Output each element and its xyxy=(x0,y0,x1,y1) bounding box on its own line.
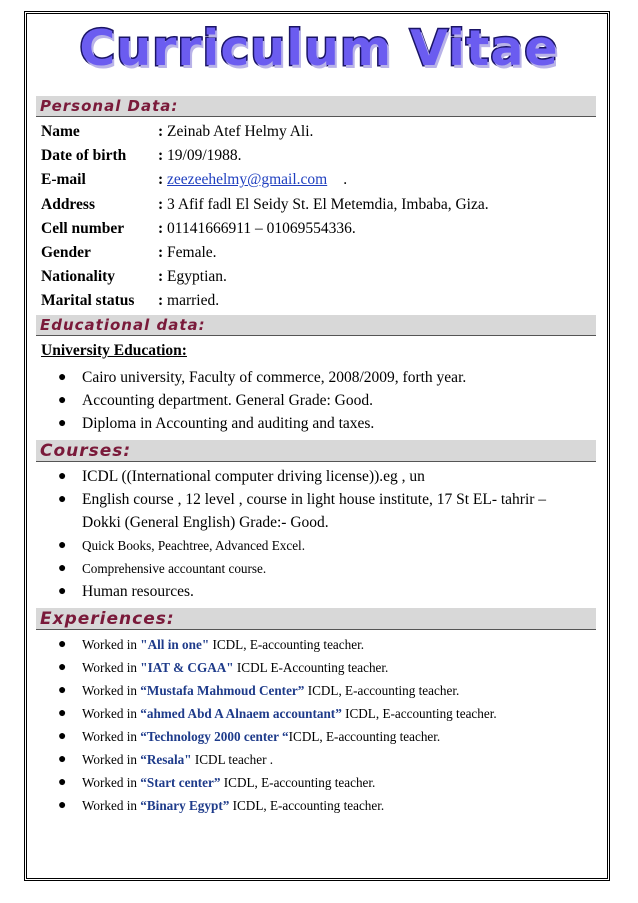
bullet-icon: ● xyxy=(58,370,67,385)
personal-row-marital: Marital status : married. xyxy=(41,292,220,309)
bullet-icon: ● xyxy=(58,798,67,813)
list-item: ● ICDL ((International computer driving license)).eg , un xyxy=(58,465,546,488)
field-label: E-mail xyxy=(41,171,86,188)
list-item: ● Worked in “Technology 2000 center “ICDL, E-accounting teacher. xyxy=(58,725,497,748)
bullet-icon: ● xyxy=(58,660,67,675)
field-label: Marital status xyxy=(41,292,135,309)
field-label: Name xyxy=(41,123,80,140)
bullet-icon: ● xyxy=(58,729,67,744)
email-link[interactable]: zeezeehelmy@gmail.com xyxy=(167,171,328,188)
personal-row-email: E-mail : zeezeehelmy@gmail.com . xyxy=(41,171,348,188)
list-item: ● Worked in “Start center” ICDL, E-accounting teacher. xyxy=(58,771,497,794)
bullet-icon: ● xyxy=(58,706,67,721)
field-value: Egyptian. xyxy=(167,268,227,285)
personal-row-address: Address : 3 Afif fadl El Seidy St. El Metemdia, Imbaba, Giza. xyxy=(41,196,489,213)
page-title: Curriculum Vitae xyxy=(79,20,559,77)
bullet-icon: ● xyxy=(58,584,67,599)
list-item: ● Human resources. xyxy=(58,580,546,603)
list-item: ● Quick Books, Peachtree, Advanced Excel. xyxy=(58,534,546,557)
list-item: ● Worked in "All in one" ICDL, E-accounting teacher. xyxy=(58,633,497,656)
bullet-icon: ● xyxy=(58,775,67,790)
university-subheading: University Education: xyxy=(41,342,187,359)
field-value: Female. xyxy=(167,244,217,261)
field-value: 3 Afif fadl El Seidy St. El Metemdia, Imbaba, Giza. xyxy=(167,196,489,213)
bullet-icon: ● xyxy=(58,492,67,507)
email-suffix: . xyxy=(343,171,348,188)
list-item: ● Accounting department. General Grade: Good. xyxy=(58,389,466,412)
list-item: ● Worked in “Binary Egypt” ICDL, E-accounting teacher. xyxy=(58,794,497,817)
list-item: ● Cairo university, Faculty of commerce, 2008/2009, forth year. xyxy=(58,366,466,389)
list-item: ● Comprehensive accountant course. xyxy=(58,557,546,580)
bullet-icon: ● xyxy=(58,752,67,767)
list-item: ● English course , 12 level , course in light house institute, 17 St EL- tahrir – Dokki (General English) Grade:- Good. xyxy=(58,488,546,534)
personal-row-cell: Cell number : 01141666911 – 01069554336. xyxy=(41,220,356,237)
experiences-list xyxy=(58,633,497,817)
personal-row-gender: Gender : Female. xyxy=(41,244,217,261)
section-experiences-heading: Experiences: xyxy=(36,608,596,630)
list-item: ● Worked in “ahmed Abd A Alnaem accountant” ICDL, E-accounting teacher. xyxy=(58,702,497,725)
personal-row-name: Name : Zeinab Atef Helmy Ali. xyxy=(41,123,314,140)
section-personal-heading: Personal Data: xyxy=(36,96,596,117)
bullet-icon: ● xyxy=(58,416,67,431)
list-item: ● Worked in "IAT & CGAA" ICDL E-Accounting teacher. xyxy=(58,656,497,679)
list-item: ● Worked in “Mustafa Mahmoud Center” ICDL, E-accounting teacher. xyxy=(58,679,497,702)
field-value: 19/09/1988. xyxy=(167,147,242,164)
field-label: Gender xyxy=(41,244,91,261)
courses-list xyxy=(58,465,546,603)
list-item: ● Worked in “Resala" ICDL teacher . xyxy=(58,748,497,771)
list-item: ● Diploma in Accounting and auditing and taxes. xyxy=(58,412,466,435)
bullet-icon: ● xyxy=(58,538,67,553)
field-label: Address xyxy=(41,196,95,213)
bullet-icon: ● xyxy=(58,683,67,698)
field-label: Nationality xyxy=(41,268,116,285)
bullet-icon: ● xyxy=(58,637,67,652)
bullet-icon: ● xyxy=(58,469,67,484)
field-label: Date of birth xyxy=(41,147,127,164)
field-label: Cell number xyxy=(41,220,125,237)
bullet-icon: ● xyxy=(58,393,67,408)
bullet-icon: ● xyxy=(58,561,67,576)
field-value: married. xyxy=(167,292,220,309)
personal-row-nationality: Nationality : Egyptian. xyxy=(41,268,227,285)
field-value: 01141666911 – 01069554336. xyxy=(167,220,356,237)
field-value: Zeinab Atef Helmy Ali. xyxy=(167,123,314,140)
personal-row-dob: Date of birth : 19/09/1988. xyxy=(41,147,242,164)
section-courses-heading: Courses: xyxy=(36,440,596,462)
section-education-heading: Educational data: xyxy=(36,315,596,336)
education-list xyxy=(58,366,466,435)
